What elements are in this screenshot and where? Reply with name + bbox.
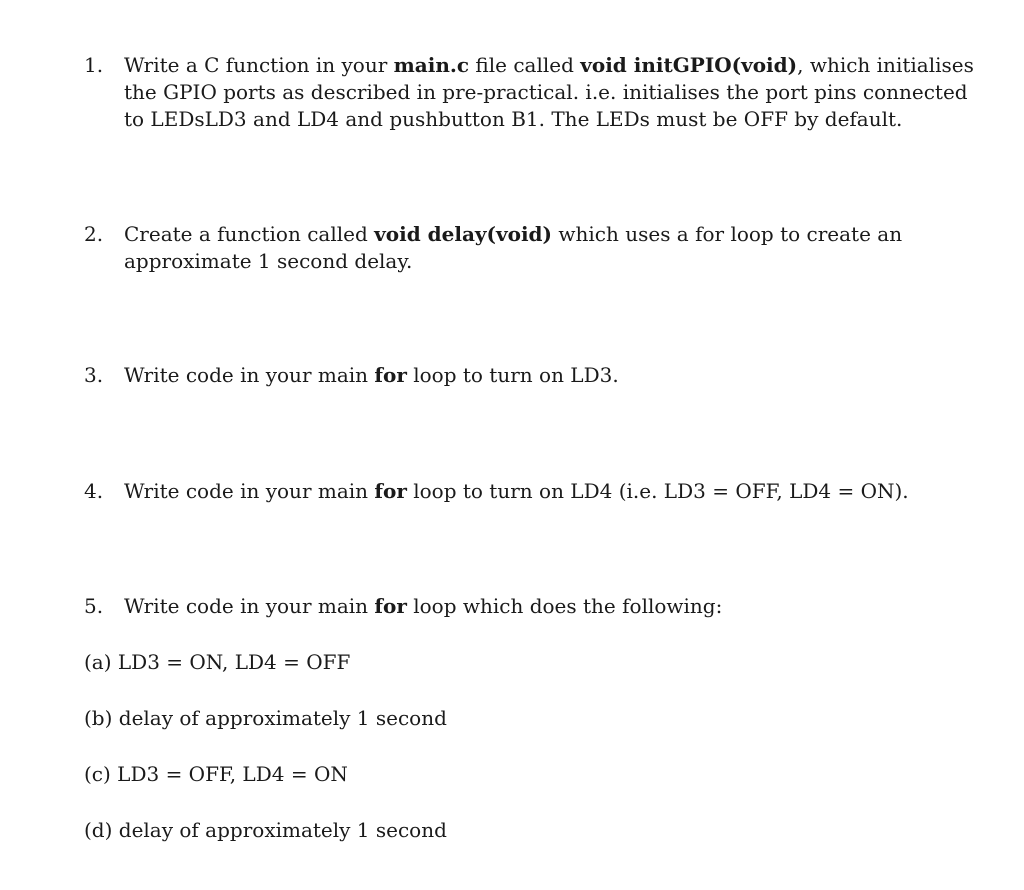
- subitem-c: (c) LD3 = OFF, LD4 = ON: [84, 762, 348, 786]
- question-text: Write a C function in your main.c file called void initGPIO(void), which initialises the GPIO ports as described in pre-practical. i.e. initialises the port pins connected to LEDsLD3 and LD4 and pushbutton B1. The LEDs must be OFF by default.: [124, 53, 974, 131]
- question-number: 2.: [84, 222, 104, 246]
- question-number: 3.: [84, 363, 104, 387]
- question-3: [84, 362, 984, 389]
- question-number: 5.: [84, 594, 104, 618]
- subitem-b: (b) delay of approximately 1 second: [84, 706, 447, 730]
- question-1: [84, 52, 984, 133]
- question-text: Write code in your main for loop to turn on LD4 (i.e. LD3 = OFF, LD4 = ON).: [124, 479, 909, 503]
- question-number: 4.: [84, 479, 104, 503]
- question-text: Create a function called void delay(void) which uses a for loop to create an approximate 1 second delay.: [124, 222, 903, 273]
- question-5: [84, 593, 984, 620]
- question-text: Write code in your main for loop which does the following:: [124, 594, 723, 618]
- subitem-d: (d) delay of approximately 1 second: [84, 818, 447, 842]
- question-text: Write code in your main for loop to turn on LD3.: [124, 363, 619, 387]
- question-2: [84, 221, 984, 275]
- question-4: [84, 478, 984, 505]
- question-number: 1.: [84, 53, 104, 77]
- subitem-a: (a) LD3 = ON, LD4 = OFF: [84, 650, 351, 674]
